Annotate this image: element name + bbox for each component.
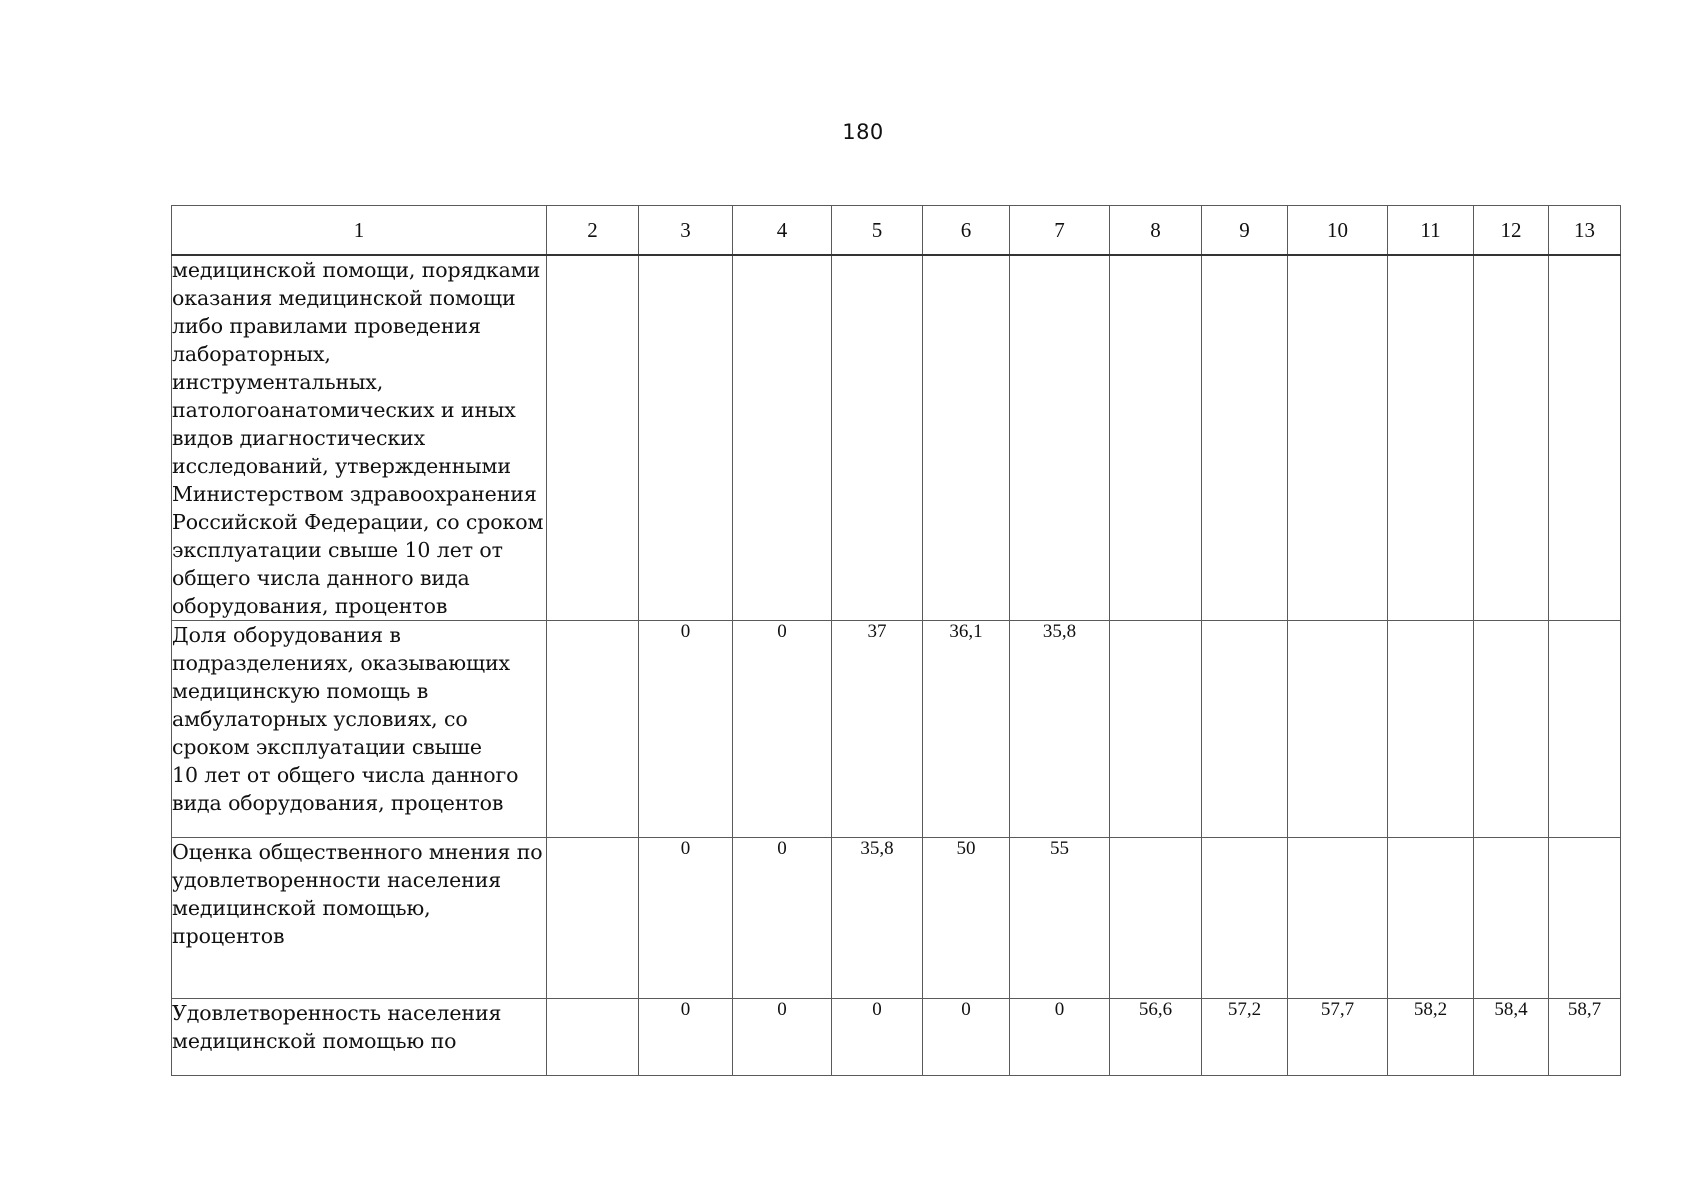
table-cell (547, 838, 639, 999)
table-cell (1110, 255, 1202, 621)
column-header-13: 13 (1549, 206, 1621, 256)
column-header-11: 11 (1388, 206, 1474, 256)
table-cell: 57,2 (1202, 999, 1288, 1076)
indicators-table (171, 205, 1621, 1076)
table-cell: 36,1 (923, 621, 1010, 838)
column-header-2: 2 (547, 206, 639, 256)
table-row (172, 999, 1621, 1076)
column-header-1: 1 (172, 206, 547, 256)
table-cell (1474, 838, 1549, 999)
column-header-8: 8 (1110, 206, 1202, 256)
table-cell: 37 (832, 621, 923, 838)
table-row (172, 838, 1621, 999)
table-row (172, 621, 1621, 838)
column-header-9: 9 (1202, 206, 1288, 256)
table-cell: 0 (1010, 999, 1110, 1076)
table-cell (1110, 621, 1202, 838)
table-cell (1549, 255, 1621, 621)
table-cell: 0 (733, 999, 832, 1076)
table-cell: 50 (923, 838, 1010, 999)
table-cell (1474, 621, 1549, 838)
table-cell (1202, 255, 1288, 621)
table-cell (1288, 838, 1388, 999)
table-cell (832, 255, 923, 621)
table-row (172, 255, 1621, 621)
indicator-description: Оценка общественного мнения по удовлетворенности населения медицинской помощью, процентов (172, 838, 547, 999)
table-cell: 55 (1010, 838, 1110, 999)
table-cell (1110, 838, 1202, 999)
table-cell: 35,8 (832, 838, 923, 999)
table-cell (1388, 621, 1474, 838)
table-cell (1202, 621, 1288, 838)
indicator-description: Доля оборудования в подразделениях, оказывающих медицинскую помощь в амбулаторных условиях, со сроком эксплуатации свыше 10 лет от общего числа данного вида оборудования, процентов (172, 621, 547, 838)
indicator-description: Удовлетворенность населения медицинской помощью по (172, 999, 547, 1076)
column-header-10: 10 (1288, 206, 1388, 256)
table-cell (1549, 621, 1621, 838)
table-cell: 56,6 (1110, 999, 1202, 1076)
table-cell (547, 999, 639, 1076)
table-cell (1474, 255, 1549, 621)
column-header-6: 6 (923, 206, 1010, 256)
table-cell (639, 255, 733, 621)
page-number: 180 (842, 120, 884, 144)
table-cell: 58,7 (1549, 999, 1621, 1076)
column-header-12: 12 (1474, 206, 1549, 256)
table-cell: 0 (639, 838, 733, 999)
table-cell (1288, 255, 1388, 621)
table-cell (733, 255, 832, 621)
table-cell: 0 (923, 999, 1010, 1076)
column-header-4: 4 (733, 206, 832, 256)
table-cell (1549, 838, 1621, 999)
table-cell: 0 (832, 999, 923, 1076)
table-cell: 58,4 (1474, 999, 1549, 1076)
table-cell (547, 621, 639, 838)
table-cell: 35,8 (1010, 621, 1110, 838)
table-cell: 58,2 (1388, 999, 1474, 1076)
table-cell: 0 (733, 621, 832, 838)
table-cell: 0 (639, 621, 733, 838)
table-cell (923, 255, 1010, 621)
table-cell (1010, 255, 1110, 621)
table-cell: 0 (639, 999, 733, 1076)
indicator-description: медицинской помощи, порядками оказания медицинской помощи либо правилами проведения лабораторных, инструментальных, патологоанатомических и иных видов диагностических исследований, утвержденными Министерством здравоохранения Российской Федерации, со сроком эксплуатации свыше 10 лет от общего числа данного вида оборудования, процентов (172, 255, 547, 621)
table-cell (1202, 838, 1288, 999)
table-cell: 0 (733, 838, 832, 999)
header-row (172, 206, 1621, 256)
column-header-5: 5 (832, 206, 923, 256)
table-cell (547, 255, 639, 621)
table-cell (1388, 838, 1474, 999)
column-header-3: 3 (639, 206, 733, 256)
column-header-7: 7 (1010, 206, 1110, 256)
table-cell: 57,7 (1288, 999, 1388, 1076)
table-cell (1288, 621, 1388, 838)
table-cell (1388, 255, 1474, 621)
